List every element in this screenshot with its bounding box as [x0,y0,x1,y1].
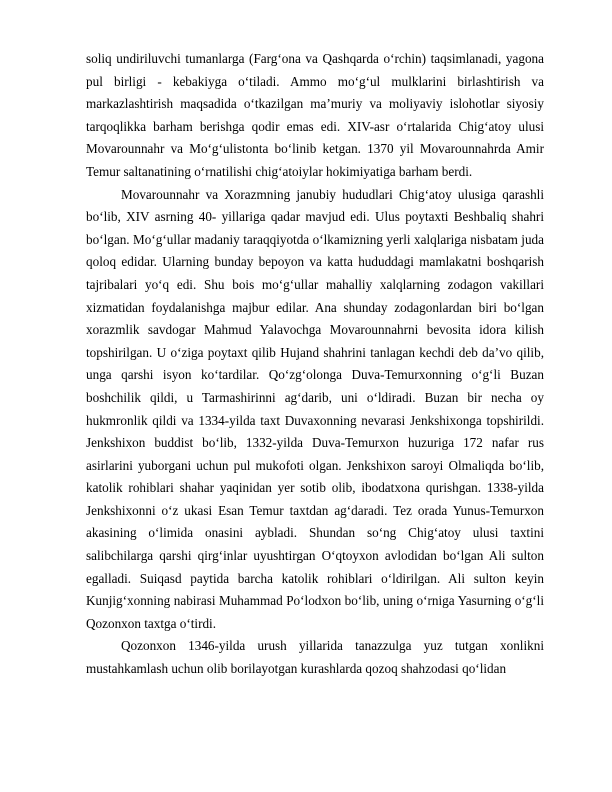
paragraph-2: Movarounnahr va Xorazmning janubiy hududlari Chig‘atoy ulusiga qarashli bo‘lib, XIV asrning 40- yillariga qadar mavjud edi. Ulus poytaxti Beshbaliq shahri bo‘lgan. Mo‘g‘ullar madaniy taraqqiyotda o‘lkamizning yerli xalqlariga nisbatam juda qoloq edidar. Ularning bunday bepoyon va katta hududdagi mamlakatni boshqarish tajribalari yo‘q edi. Shu bois mo‘g‘ullar mahalliy xalqlarning zodagon vakillari xizmatidan foydalanishga majbur edilar. Ana shunday zodagonlardan biri bo‘lgan xorazmlik savdogar Mahmud Yalavochga Movarounnahrni bevosita idora kilish topshirilgan. U o‘ziga poytaxt qilib Hujand shahrini tanlagan kechdi deb da’vo qilib, unga qarshi isyon ko‘tardilar. Qo‘zg‘olonga Duva-Temurxonning o‘g‘li Buzan boshchilik qildi, u Tarmashirinni ag‘darib, uni o‘ldiradi. Buzan bir necha oy hukmronlik qildi va 1334-yilda taxt Duvaxonning nevarasi Jenkshixonga topshirildi. Jenkshixon buddist bo‘lib, 1332-yilda Duva-Temurxon huzuriga 172 nafar rus asirlarini yuborgani uchun pul mukofoti olgan. Jenkshixon saroyi Olmaliqda bo‘lib, katolik rohiblari shahar yaqinidan yer sotib olib, ibodatxona qurishgan. 1338-yilda Jenkshixonni o‘z ukasi Esan Temur taxtdan ag‘daradi. Tez orada Yunus-Temurxon akasining o‘limida onasini aybladi. Shundan so‘ng Chig‘atoy ulusi taxtini salibchilarga qarshi qirg‘inlar uyushtirgan O‘qtoyxon avlodidan bo‘lgan Ali sulton egalladi. Suiqasd paytida barcha katolik rohiblari o‘ldirilgan. Ali sulton keyin Kunjig‘xonning nabirasi Muhammad Po‘lodxon bo‘lib, uning o‘rniga Yasurning o‘g‘li Qozonxon taxtga o‘tirdi. [86,186,544,631]
paragraph-3: Qozonxon 1346-yilda urush yillarida tanazzulga yuz tutgan xonlikni mustahkamlash uchun olib borilayotgan kurashlarda qozoq shahzodasi qo‘lidan [86,638,544,677]
document-body-text [86,48,544,681]
paragraph-1: soliq undiriluvchi tumanlarga (Farg‘ona va Qashqarda o‘rchin) taqsimlanadi, yagona pul birligi - kebakiyga o‘tiladi. Ammo mo‘g‘ul mulklarini birlashtirish va markazlashtirish maqsadida o‘tkazilgan ma’muriy va moliyaviy islohotlar siyosiy tarqoqlikka barham berishga qodir emas edi. XIV-asr o‘rtalarida Chig‘atoy ulusi Movarounnahr va Mo‘g‘ulistonta bo‘linib ketgan. 1370 yil Movarounnahrda Amir Temur saltanatining o‘rnatilishi chig‘atoiylar hokimiyatiga barham berdi. [86,51,544,179]
